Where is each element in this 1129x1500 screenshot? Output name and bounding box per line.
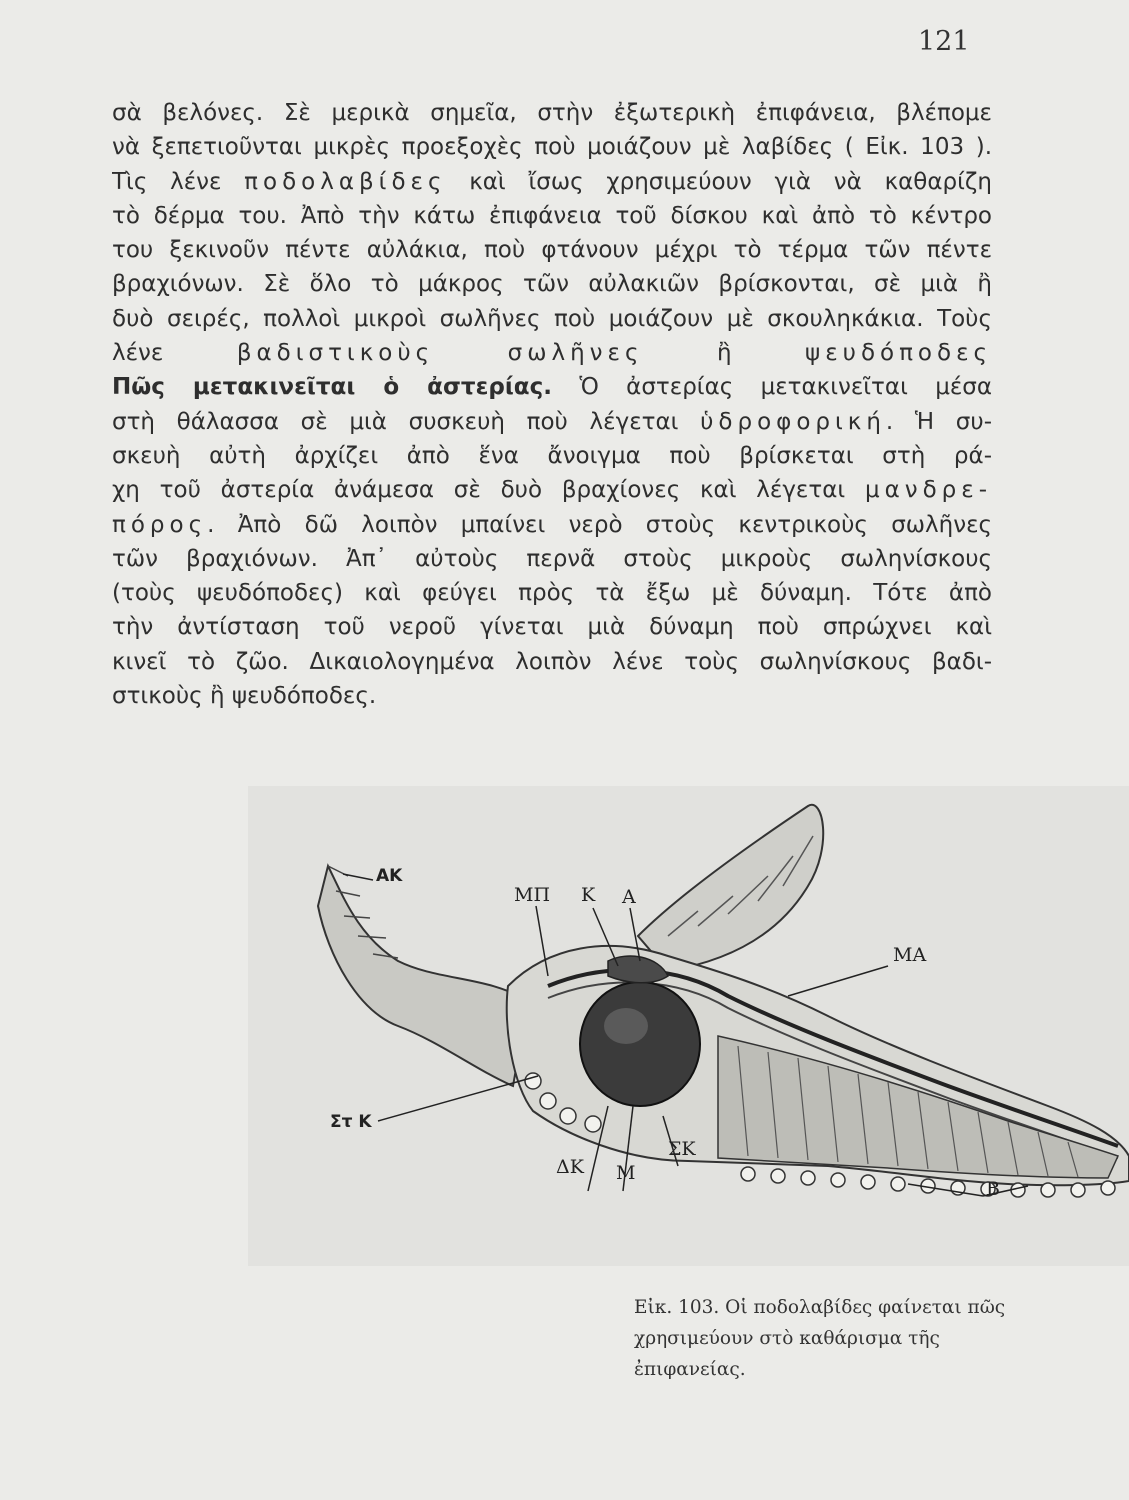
text-run: του ξεκινοῦν πέντε αὐλάκια, ποὺ φτάνουν μέχρι τὸ τέρμα τῶν πέντε	[112, 237, 992, 264]
stomach	[580, 982, 700, 1106]
text-line	[112, 610, 992, 644]
text-line	[112, 370, 992, 404]
text-run: δυὸ σειρές, πολλοὶ μικροὶ σωλῆνες ποὺ μοιάζουν μὲ σκουληκάκια. Τοὺς	[112, 305, 992, 332]
text-run: . Ἀπὸ δῶ λοιπὸν μπαίνει νερὸ στοὺς κεντρικοὺς σωλῆνες	[207, 511, 992, 538]
spaced-term: ποδολαβίδες	[244, 168, 447, 195]
text-line	[112, 199, 992, 233]
label-sk: ΣΚ	[668, 1138, 696, 1160]
text-line	[112, 645, 992, 679]
page-number: 121	[918, 26, 970, 57]
text-run: σὰ βελόνες. Σὲ μερικὰ σημεῖα, στὴν ἐξωτερικὴ ἐπιφάνεια, βλέπομε	[112, 100, 992, 126]
text-line	[112, 130, 992, 164]
spaced-term: μανδρε-	[864, 477, 992, 504]
label-ma: ΜΑ	[893, 944, 927, 966]
text-line	[112, 96, 992, 130]
label-ak: ΑΚ	[376, 866, 403, 886]
text-line	[112, 336, 992, 370]
text-run: χη τοῦ ἀστερία ἀνάμεσα σὲ δυὸ βραχίονες καὶ λέγεται	[112, 477, 865, 504]
text-line	[112, 473, 992, 507]
text-line	[112, 576, 992, 610]
label-mp: ΜΠ	[514, 884, 551, 906]
left-arm	[318, 866, 528, 1086]
text-run: (τοὺς ψευδόποδες) καὶ φεύγει πρὸς τὰ ἔξω μὲ δύναμη. Τότε ἀπὸ	[112, 580, 992, 607]
text-run: βραχιόνων. Σὲ ὅλο τὸ μάκρος τῶν αὐλακιῶν βρίσκονται, σὲ μιὰ ἢ	[112, 271, 992, 298]
text-line	[112, 542, 992, 576]
label-dk: ΔΚ	[556, 1156, 584, 1178]
text-line	[112, 302, 992, 336]
label-m: Μ	[616, 1162, 636, 1184]
text-line	[112, 508, 992, 542]
text-run: στικοὺς ἢ ψευδόποδες.	[112, 683, 377, 710]
text-line	[112, 679, 992, 713]
text-run: . Ἡ συ-	[885, 408, 992, 435]
spaced-term: σωλῆνες	[507, 340, 644, 367]
text-run: καὶ ἴσως χρησιμεύουν γιὰ νὰ καθαρίζη	[446, 168, 992, 195]
text-run	[434, 340, 508, 366]
text-run: λένε	[112, 340, 237, 367]
text-run: σκευὴ αὐτὴ ἀρχίζει ἀπὸ ἕνα ἄνοιγμα ποὺ βρίσκεται στὴ ρά-	[112, 442, 992, 469]
text-line	[112, 405, 992, 439]
label-a: Α	[622, 886, 636, 908]
figure-caption: Εἰκ. 103. Οἱ ποδολαβίδες φαίνεται πῶς χρησιμεύουν στὸ καθάρισμα τῆς ἐπιφανείας.	[634, 1297, 1006, 1380]
text-run: νὰ ξεπετιοῦνται μικρὲς προεξοχὲς ποὺ μοιάζουν μὲ λαβίδες ( Εἰκ. 103 ).	[112, 134, 992, 161]
starfish-cross-section-figure	[248, 786, 1129, 1266]
text-run: Ὁ ἀστερίας μετακινεῖται μέσα	[551, 374, 992, 401]
text-run: κινεῖ τὸ ζῶο. Δικαιολογημένα λοιπὸν λένε τοὺς σωληνίσκους βαδι-	[112, 648, 992, 675]
text-line	[112, 233, 992, 267]
label-stk: Στ Κ	[330, 1112, 372, 1132]
spaced-term: πόρος	[112, 511, 208, 538]
text-line	[112, 267, 992, 301]
text-run: Τὶς λένε	[112, 168, 245, 195]
section-heading: Πῶς μετακινεῖται ὁ ἀστερίας.	[112, 374, 552, 401]
text-line	[112, 439, 992, 473]
text-run: ἢ	[643, 340, 806, 367]
text-line	[112, 165, 992, 199]
body-text	[112, 96, 992, 713]
text-run: στὴ θάλασσα σὲ μιὰ συσκευὴ ποὺ λέγεται	[112, 408, 701, 435]
text-run: τῶν βραχιόνων. Ἀπ᾿ αὐτοὺς περνᾶ στοὺς μικροὺς σωληνίσκους	[112, 545, 992, 572]
label-k: Κ	[581, 884, 596, 906]
spaced-term: ψευδόποδες	[805, 340, 992, 367]
text-run: τὴν ἀντίσταση τοῦ νεροῦ γίνεται μιὰ δύναμη ποὺ σπρώχνει καὶ	[112, 614, 992, 641]
spaced-term: ὑδροφορική	[700, 408, 886, 435]
upper-right-arm	[638, 805, 823, 971]
text-run: τὸ δέρμα του. Ἀπὸ τὴν κάτω ἐπιφάνεια τοῦ δίσκου καὶ ἀπὸ τὸ κέντρο	[112, 202, 992, 229]
label-b: Β	[986, 1178, 1000, 1200]
spaced-term: βαδιστικοὺς	[236, 340, 435, 367]
